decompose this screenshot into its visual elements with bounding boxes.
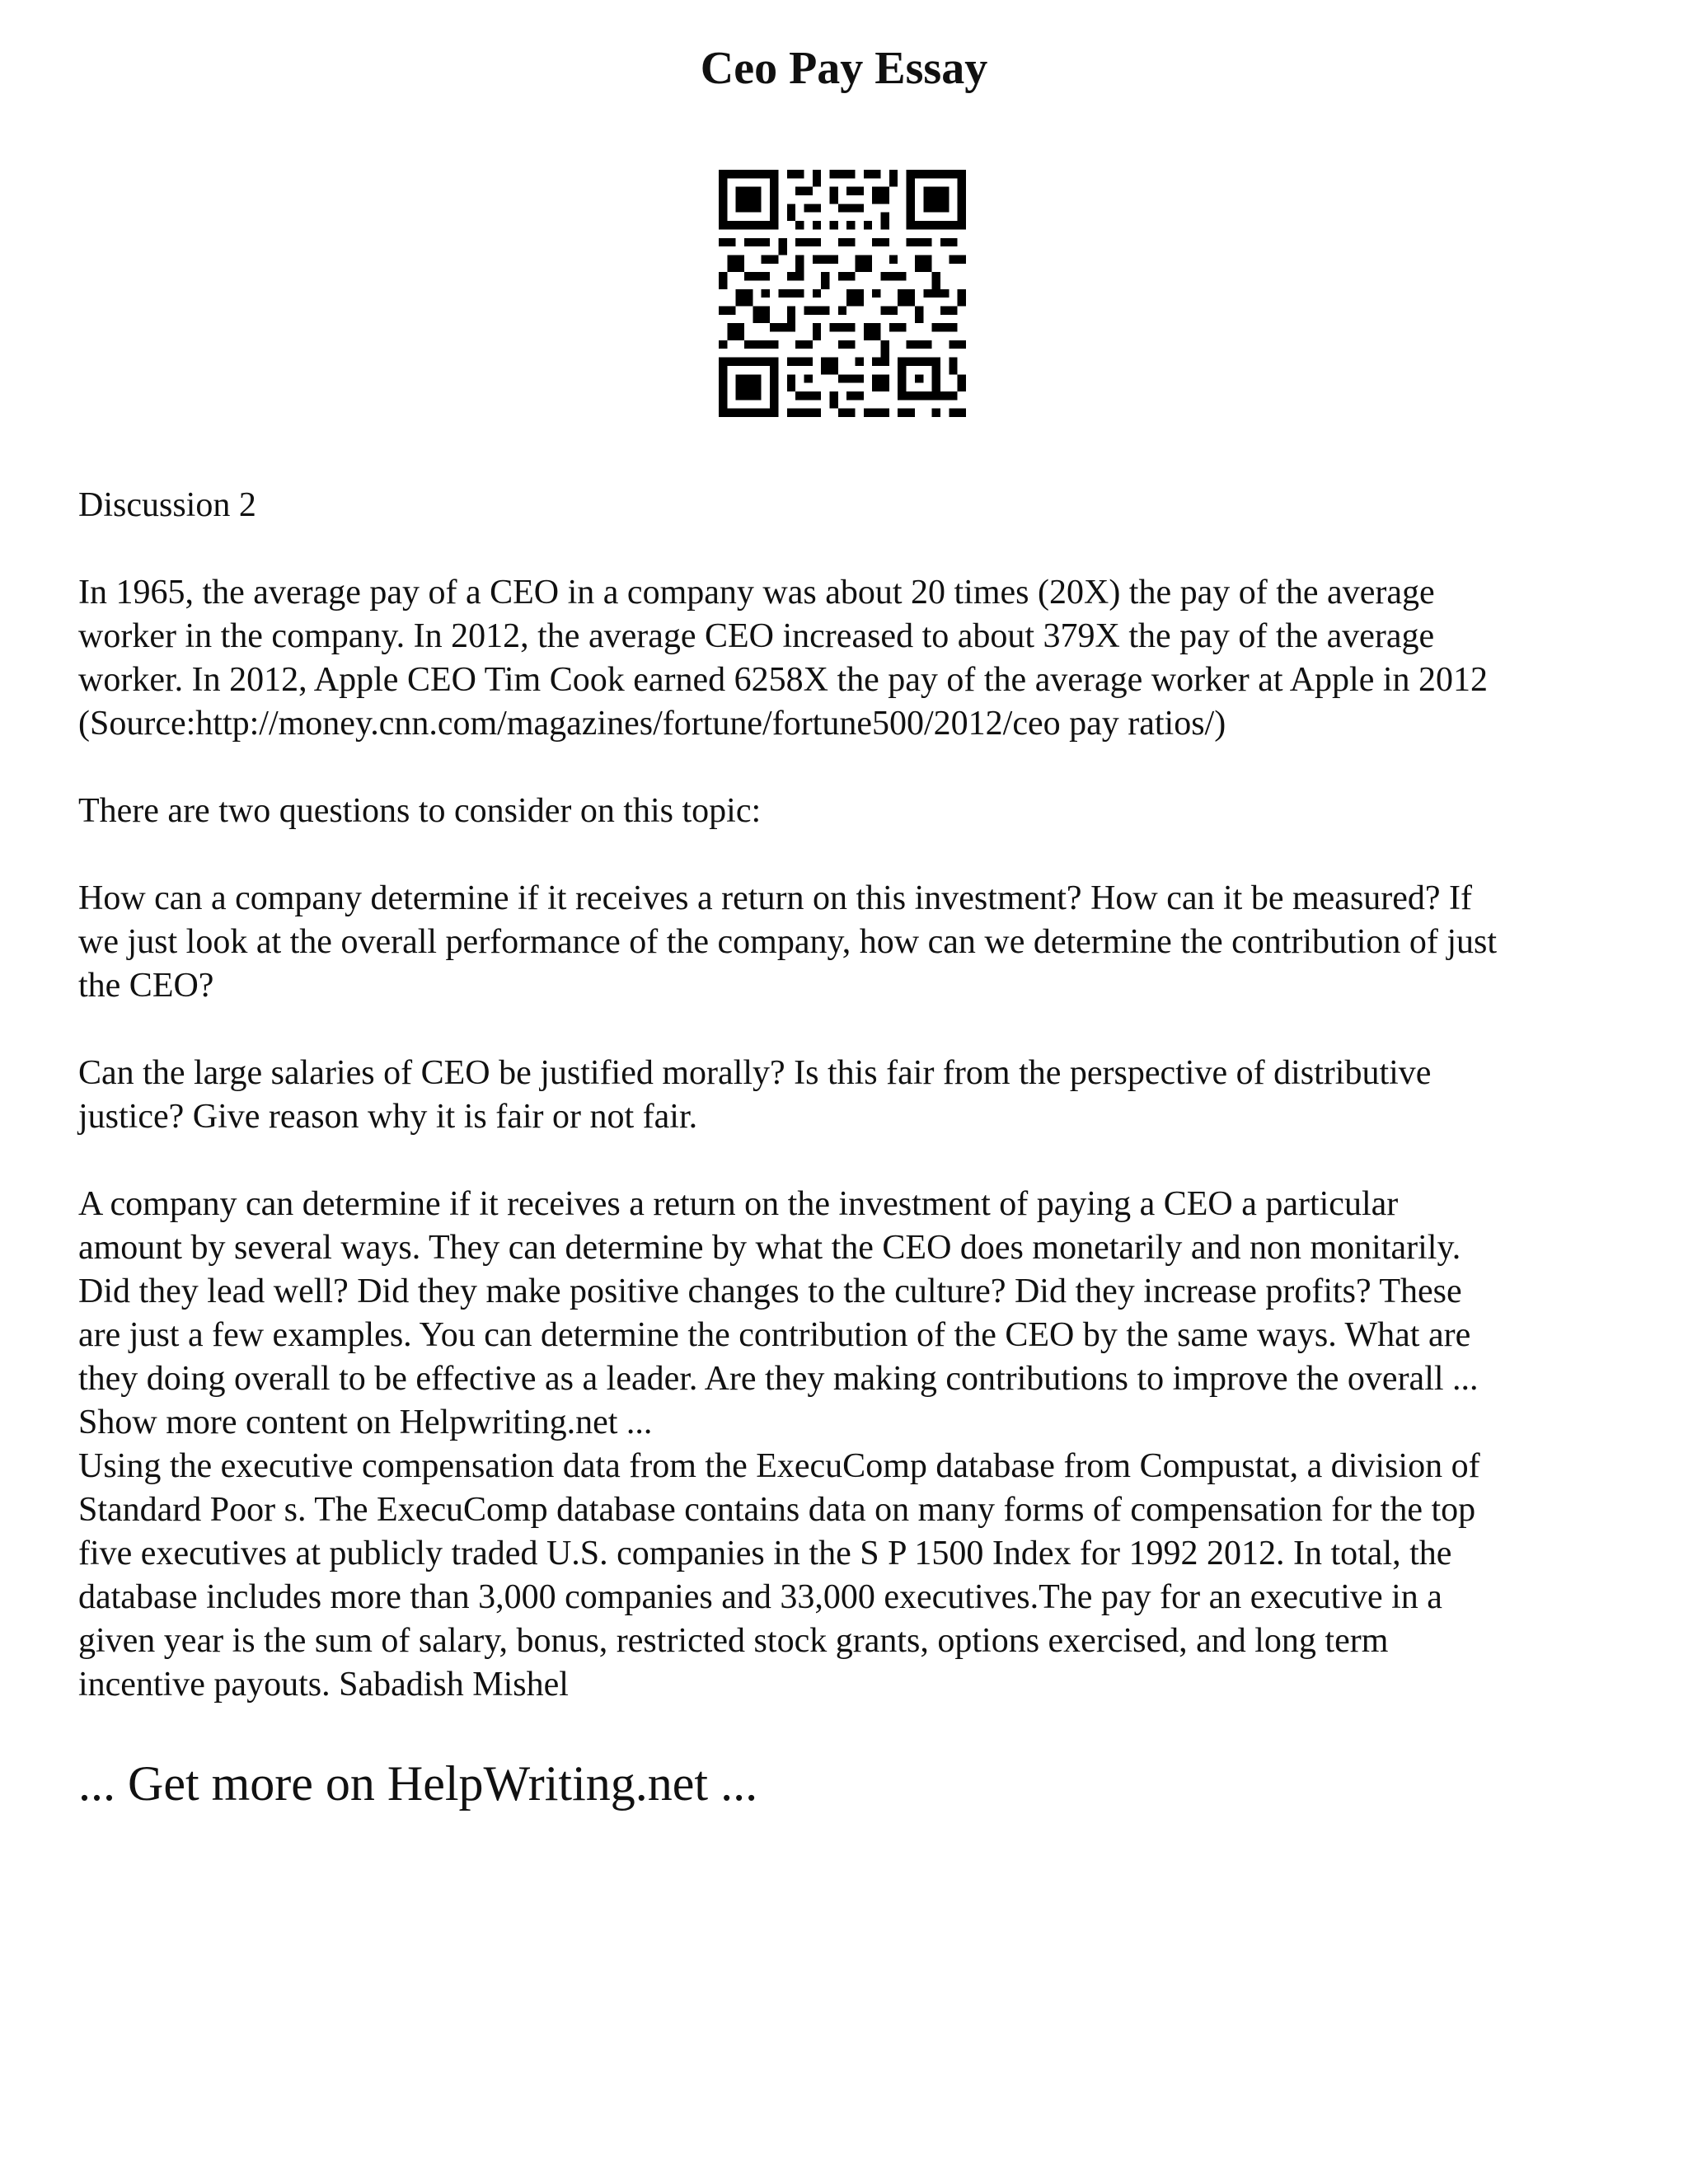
essay-body [78, 484, 1628, 1707]
paragraph-answer: A company can determine if it receives a return on the investment of paying a CEO a particular amount by several ways. They can determine by what the CEO does monetarily and non monitarily. Did they lead well? Did they make positive changes to the culture? Did they increase profits? These are just a few examples. You can determine the contribution of the CEO by the same ways. What are they doing overall to be effective as a leader. Are they making contributions to improve the overall ... [78, 1185, 1479, 1398]
paragraph-ceo-pay-history: In 1965, the average pay of a CEO in a company was about 20 times (20X) the pay of the average worker in the company. In 2012, the average CEO increased to about 379X the pay of the average worker. In 2012, Apple CEO Tim Cook earned 6258X the pay of the average worker at Apple in 2012 (Source:http://money.cnn.com/magazines/fortune/fortune500/2012/ceo pay ratios/) [78, 574, 1489, 743]
show-more-link[interactable]: Show more content on Helpwriting.net ... [78, 1404, 653, 1441]
discussion-heading: Discussion 2 [78, 486, 256, 524]
paragraph-question-moral: Can the large salaries of CEO be justified morally? Is this fair from the perspective of distributive justice? Give reason why it is fair or not fair. [78, 1054, 1432, 1136]
paragraph-execucomp: Using the executive compensation data from the ExecuComp database from Compustat, a division of Standard Poor s. The ExecuComp database contains data on many forms of compensation for the top five executives at publicly traded U.S. companies in the S P 1500 Index for 1992 2012. In total, the database includes more than 3,000 companies and 33,000 executives.The pay for an executive in a given year is the sum of salary, bonus, restricted stock grants, options exercised, and long term incentive payouts. Sabadish Mishel [78, 1447, 1480, 1704]
get-more-link[interactable]: ... Get more on HelpWriting.net ... [78, 1756, 758, 1811]
page-title: Ceo Pay Essay [700, 43, 988, 94]
qr-code-icon[interactable] [719, 170, 966, 417]
paragraph-questions-intro: There are two questions to consider on this topic: [78, 792, 762, 830]
paragraph-question-return: How can a company determine if it receives a return on this investment? How can it be measured? If we just look at the overall performance of the company, how can we determine the contribution of just the CEO? [78, 879, 1498, 1005]
